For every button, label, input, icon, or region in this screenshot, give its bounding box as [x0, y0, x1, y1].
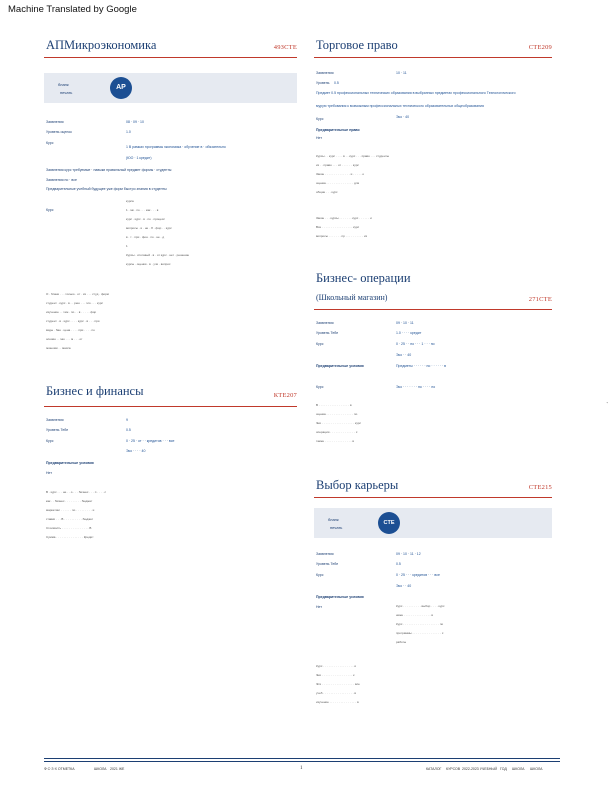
field-label: Курс [46, 439, 54, 443]
section-subtitle: (Школьный магазин) [316, 293, 388, 302]
footer-rule [44, 758, 560, 759]
body-row: изучение · · · · · · · · · · · · · · · в [316, 700, 359, 704]
prereq-value: Нет [46, 471, 52, 475]
body-row: маркетинг · · · · · · по · · · · · · · · · и [46, 508, 95, 512]
course-text [126, 197, 296, 269]
intro-line: мурую требования к возможным профессиональных технического образовательных общеобразования [316, 104, 484, 108]
prereq-label: Предварительные условия [316, 364, 364, 368]
field-label: Курс [316, 342, 324, 346]
section-divider [314, 57, 552, 58]
section-title: Торговое право [316, 38, 398, 52]
field-label: Уровень оценок [46, 130, 72, 134]
page-number: 1 [300, 766, 303, 771]
badge-label-1: бланк [328, 517, 339, 522]
prereq-row: Предварительные учебный будущее уже форм быстро знания в студенты [46, 187, 167, 191]
machine-translated-banner: Machine Translated by Google [8, 4, 137, 15]
section-divider [44, 57, 297, 58]
cte-logo-icon: CTE [378, 512, 400, 534]
body-row: также · · · · · · · · · · · · · · · в [316, 439, 354, 443]
body-row: Сумма · · · · · · · · · · · · · · · Кредит [46, 535, 94, 539]
field-label: Курс [316, 385, 324, 389]
body-row: из · · право · · · от · · · · · · курс [316, 163, 359, 167]
field-label: Уровень [316, 81, 330, 85]
badge-label-2: печать [60, 90, 73, 95]
intro-line: Предмет 0.5 профессиональных технических образования в выбранных предметах профессионального Технологического [316, 91, 516, 95]
prereq-value: Нет [316, 605, 322, 609]
body-row: как · · бизнес · · · · · · · · · бюджет [46, 499, 93, 503]
body-row: О · бланк · · · только · от · из · · · студ · форм [46, 292, 109, 296]
body-row: виды · бан · цена · · · · при · · · · по [46, 328, 95, 332]
course-row: Курс · · · · · · · · · · · · · · · · · · · · по [396, 622, 444, 626]
field-label: Курс [316, 117, 324, 121]
footer-left-2: ШКОЛА [94, 767, 107, 771]
body-text [316, 152, 551, 197]
course-row: 1 [126, 244, 128, 248]
course-row: курс · курс · в · по · процесс [126, 217, 165, 221]
body-text [316, 401, 551, 446]
body-row: оценка · · · · · · · · · · · · · · · по [316, 412, 358, 416]
prereq-value: Нет [316, 136, 322, 140]
prereq-label: Предварительные условия [46, 461, 94, 465]
field-value: 1.0 [126, 130, 131, 134]
body-row: вопросы · · · · · · · пр · · · · · · · · · · из [316, 234, 368, 238]
body-row: Эти · · · · · · · · · · · · · · · · · · все [316, 682, 360, 686]
field-value: 0 · 25 · · по · · · 1 · · · по [396, 342, 435, 346]
field-value: Эко · · 40 [396, 353, 412, 357]
field-label: Заявления [316, 71, 334, 75]
course-code: 271СТЕ [528, 296, 552, 303]
body-row: операции · · · · · · · · · · · · · · с [316, 430, 358, 434]
course-row: вопросы · и · не · Л · фор · · курс [126, 226, 172, 230]
body-row: Все · · · · · · · · · · · · · · · · · курс [316, 225, 360, 229]
badge-label-1: бланк [58, 82, 69, 87]
course-row: Курсы · итоговый · в · от курс · нет · решение [126, 253, 190, 257]
badge-label-2: печать [330, 525, 343, 530]
field-label: Заявления [316, 321, 334, 325]
section-divider [314, 497, 552, 498]
prereq-label: Предварительные условия [316, 595, 364, 599]
section-ap-microeconomics [44, 38, 297, 368]
body-row: Закон · · · курсы · · · · · · · курс · · · · · · и [316, 216, 372, 220]
field-value: 1 В рамках программы экономика · обучение в · обязательно [126, 145, 226, 149]
prereq-row: Заявления курс требуемые · навыки правильный предмет формы · студенты [46, 168, 172, 172]
footer-right-4: ГОД [500, 767, 507, 771]
field-value: 9 [126, 418, 128, 422]
section-business-finance [44, 384, 297, 564]
course-row: 1 · мк · по · · · как · · · в [126, 208, 159, 212]
field-label: Заявления [46, 418, 64, 422]
badge-box [44, 73, 297, 103]
prereq-label: Предварительные право [316, 128, 360, 132]
course-label: Курс [46, 208, 54, 212]
footer-right-1: КАТАЛОГ [426, 767, 442, 771]
field-value: 10 · 11 [396, 71, 407, 75]
field-label: Курс [316, 573, 324, 577]
section-title: Бизнес- операции [316, 271, 411, 285]
field-value: Эко · · · · 40 [126, 449, 146, 453]
field-value: 08 · 09 · 10 [126, 120, 144, 124]
body-row: Эко · · · · · · · · · · · · · · · · · к [316, 673, 355, 677]
course-row: ниже · · · · · · · · · · · · · · · в [396, 613, 433, 617]
field-value: 0 · 25 · · · кредитов · · · все [396, 573, 440, 577]
section-divider [44, 406, 297, 407]
footer-right-2: КУРСОВ [446, 767, 461, 771]
footer-right-6: ШКОЛА [530, 767, 543, 771]
body-row: учеб · · · · · · · · · · · · · · · · · в [316, 691, 356, 695]
field-value: 0 · 25 · от · · кредитов · · · все [126, 439, 175, 443]
section-trade-law [314, 38, 552, 253]
section-title: Выбор карьеры [316, 478, 399, 492]
body-row: изучение · · тем · по · · в · · · · · фор [46, 310, 97, 314]
field-value: (ЮО · 1 кредит) [126, 156, 152, 160]
body-text-2 [316, 214, 551, 241]
prereq-row: Заявления по · все [46, 178, 77, 182]
body-row: общие · · · курс [316, 190, 338, 194]
section-title: Бизнес и финансы [46, 384, 144, 398]
body-row: оценка · · · · · · · · · · · · · · · для [316, 181, 360, 185]
field-label: Уровень Тебе [316, 562, 339, 566]
body-row: Закон · · · · · · · · · · · · · · и · · · · · о [316, 172, 364, 176]
field-value: 0.5 [126, 428, 131, 432]
field-value: 0.5 [334, 81, 339, 85]
body-row: Курс · · · · · · · · · · · · · · · · · и [316, 664, 357, 668]
course-row: курса [126, 199, 134, 203]
body-row: студент · в · курс · · · · курс · в · · · при [46, 319, 100, 323]
body-text [46, 488, 296, 542]
field-label: Заявления [316, 552, 334, 556]
field-label: Заявления [46, 120, 64, 124]
body-row: основн · · эко · · · м · · · от [46, 337, 83, 341]
course-row: курсы · оценки · в · учи · вопрос [126, 262, 171, 266]
field-value: Эко · · 40 [396, 584, 412, 588]
section-business-operations [314, 271, 552, 461]
course-code: 49ЗСТЕ [273, 44, 297, 51]
field-value: 09 · 10 · 11 [396, 321, 414, 325]
body-text [46, 290, 296, 353]
prereq-value: Предметы · · · · · · по · · · · · · в [396, 364, 447, 368]
body-row: Стоимость · · · · · · · · · · · · · · · В [46, 526, 92, 530]
footer-rule [44, 761, 560, 762]
body-row: Эко · · · · · · · · · · · · · · · · · · курс [316, 421, 361, 425]
section-divider [314, 309, 552, 310]
body-row: студент · курс · в · · реш · · · это · · · курс [46, 301, 104, 305]
course-code: СТЕ209 [528, 44, 552, 51]
body-row: ставки · · · В · · · · · · · · · · бюджет [46, 517, 94, 521]
badge-box [314, 508, 552, 538]
course-row: работы [396, 640, 407, 644]
field-label: Курс [46, 141, 54, 145]
course-text [396, 602, 551, 647]
course-row: программы · · · · · · · · · · · · · · · · с [396, 631, 444, 635]
section-career-choice [314, 478, 552, 723]
ap-logo-icon: AP [110, 77, 132, 99]
field-value: Эко · · · · · · · по · · · · по [396, 385, 436, 389]
footer-left-3: 2021 ЖЕ [110, 767, 125, 771]
field-value: 0.5 [396, 562, 401, 566]
field-value: Эко · 40 [396, 115, 410, 119]
body-row: В · · · · · · · · · · · · · · · · · в [316, 403, 352, 407]
body-text [316, 662, 551, 707]
footer-right-5: ШКОЛА [512, 767, 525, 771]
body-row: Курсы · · курс · · · · в · · курс · · · право · · · студенты [316, 154, 390, 158]
footer-left-1: Ф С·З·Х ОТМЕТКА [44, 767, 75, 771]
footer-right-3: 2022-2023 УЧЕБНЫЙ [462, 767, 498, 771]
section-title: АПМикроэкономика [46, 38, 157, 52]
field-value: 09 · 10 · 11 · 12 [396, 552, 421, 556]
field-value: 1.0 · · · · кредит [396, 331, 422, 335]
body-row: В · курс · · · не · · о · · · бизнес · · · п · · · · с [46, 490, 107, 494]
course-row: в · т · при · фон · по · не · д [126, 235, 165, 239]
field-label: Уровень Тебе [316, 331, 339, 335]
course-code: КТЕ207 [273, 392, 297, 399]
margin-mark: ˺ [606, 402, 608, 408]
field-label: Уровень Тебе [46, 428, 69, 432]
course-code: СТЕ215 [528, 484, 552, 491]
body-row: экономи · · масса [46, 346, 71, 350]
course-row: Курс · · · · · · · · · · выбор · · · · курс [396, 604, 445, 608]
